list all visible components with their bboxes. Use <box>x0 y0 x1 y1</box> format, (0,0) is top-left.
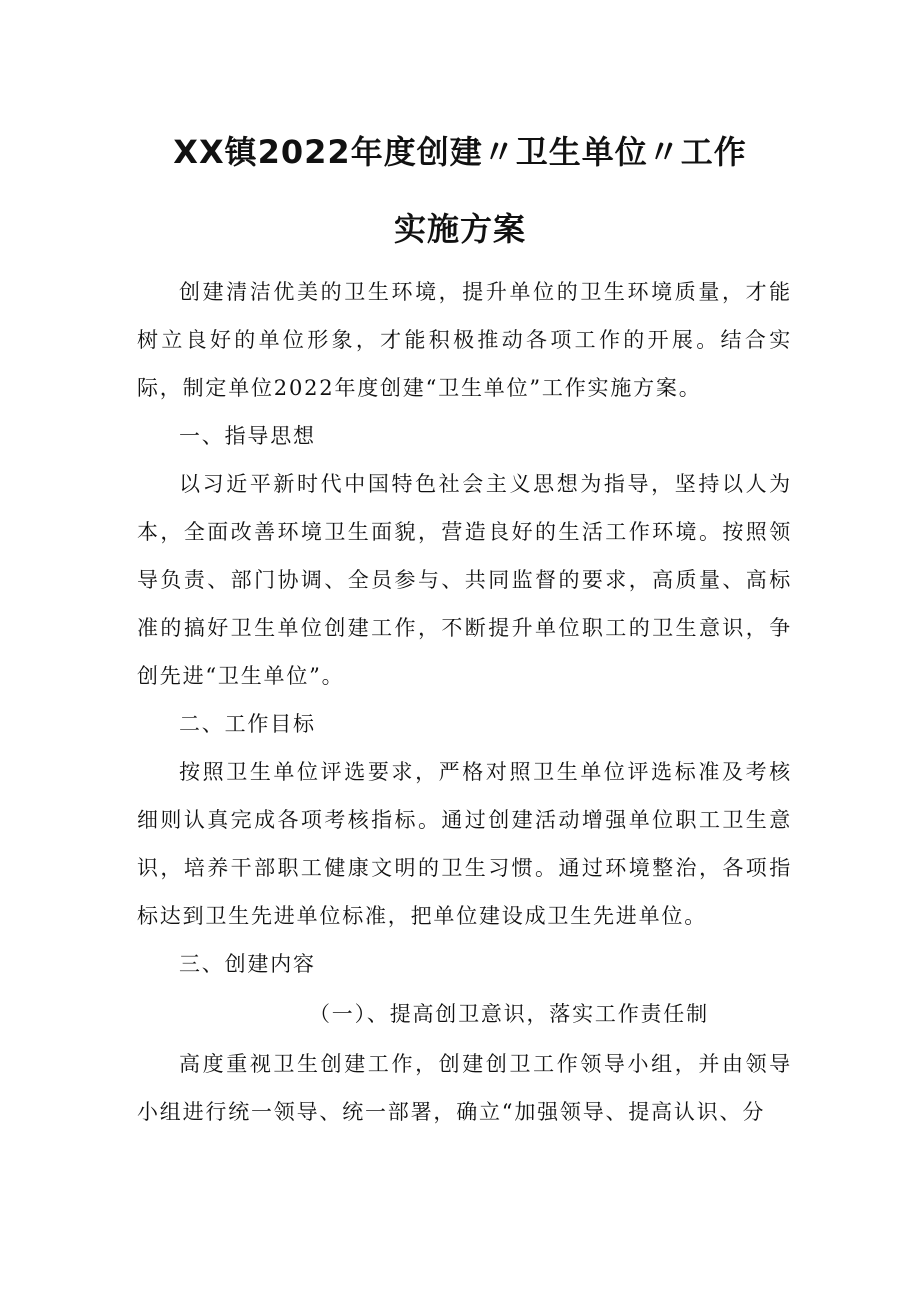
paragraph-subsection-1: 高度重视卫生创建工作，创建创卫工作领导小组，并由领导小组进行统一领导、统一部署，确立“加强领导、提高认识、分 <box>137 1052 792 1124</box>
section-heading-creation-content: 三、创建内容 <box>179 952 316 976</box>
section-heading-work-goals: 二、工作目标 <box>179 712 316 736</box>
document-body <box>137 268 792 1136</box>
document-title-line-2: 实施方案 <box>393 210 526 248</box>
subsection-heading-1: （一）、提高创卫意识，落实工作责任制 <box>309 1002 709 1026</box>
paragraph-work-goals: 按照卫生单位评选要求，严格对照卫生单位评选标准及考核细则认真完成各项考核指标。通过创建活动增强单位职工卫生意识，培养干部职工健康文明的卫生习惯。通过环境整治，各项指标达到卫生先进单位标准，把单位建设成卫生先进单位。 <box>137 760 792 928</box>
paragraph-guiding-ideology: 以习近平新时代中国特色社会主义思想为指导，坚持以人为本，全面改善环境卫生面貌，营造良好的生活工作环境。按照领导负责、部门协调、全员参与、共同监督的要求，高质量、高标准的搞好卫生单位创建工作，不断提升单位职工的卫生意识，争创先进“卫生单位”。 <box>137 472 792 688</box>
intro-paragraph: 创建清洁优美的卫生环境，提升单位的卫生环境质量，才能树立良好的单位形象，才能积极推动各项工作的开展。结合实际，制定单位2022年度创建“卫生单位”工作实施方案。 <box>137 280 792 400</box>
section-heading-guiding-ideology: 一、指导思想 <box>179 424 316 448</box>
document-title-line-1: XX镇2022年度创建〃卫生单位〃工作 <box>173 133 747 171</box>
